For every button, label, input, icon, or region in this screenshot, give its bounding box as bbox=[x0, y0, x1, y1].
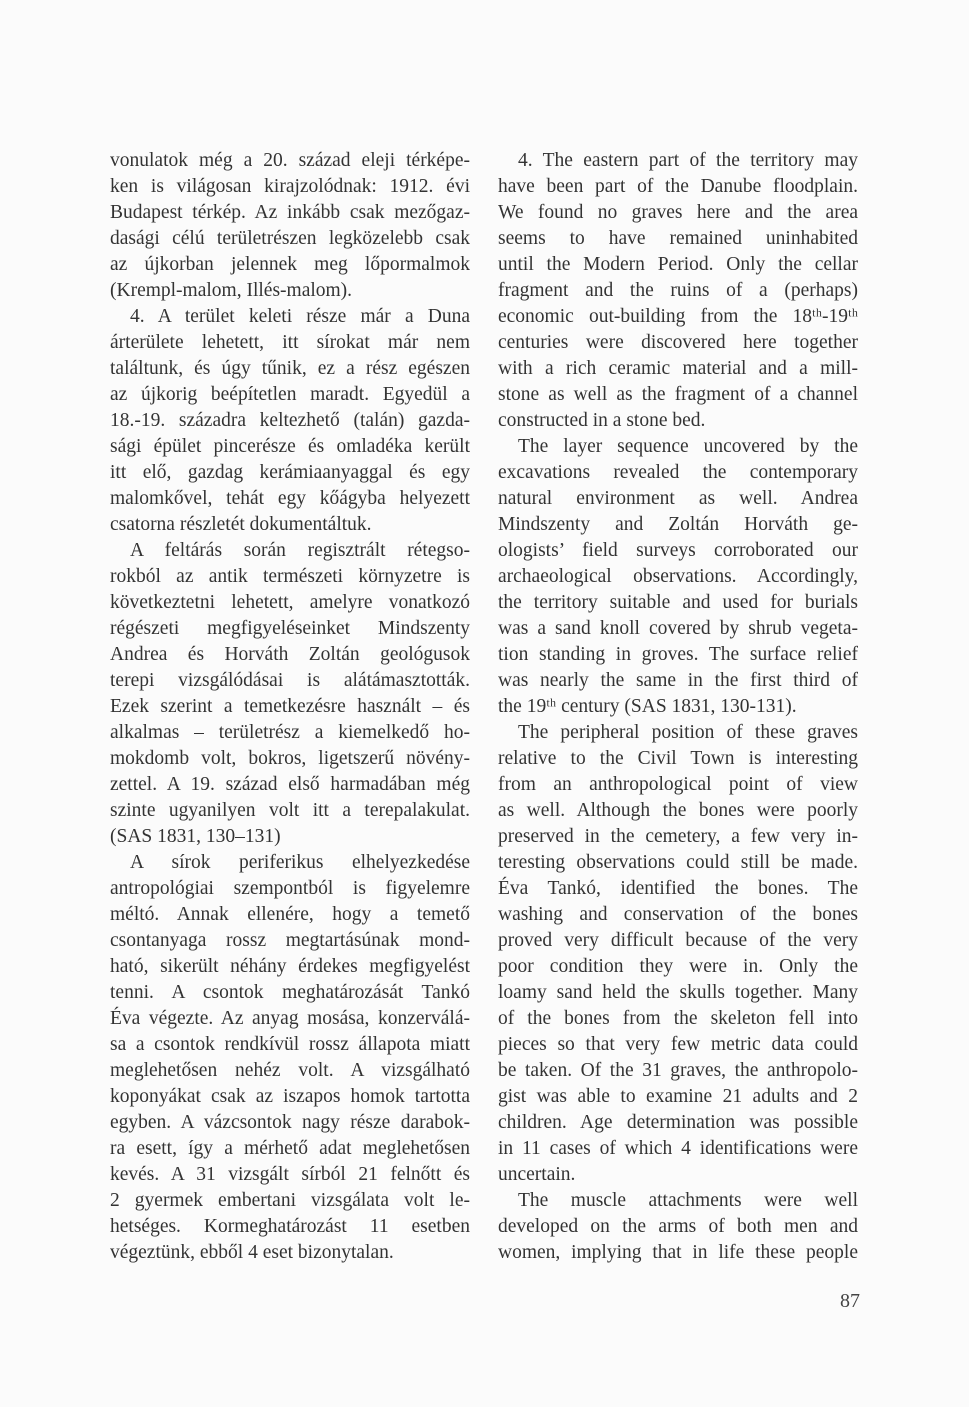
text-line: pieces so that very few metric data could bbox=[498, 1034, 858, 1055]
text-line: constructed in a stone bed. bbox=[498, 410, 706, 431]
hungarian-text-column bbox=[110, 148, 470, 1266]
text-line: tenni. A csontok meghatározását Tankó bbox=[110, 982, 470, 1003]
text-line: poor condition they were in. Only the bbox=[498, 956, 858, 977]
text-line: preserved in the cemetery, a few very in- bbox=[498, 826, 858, 847]
text-line: A sírok periferikus elhelyezkedése bbox=[130, 852, 470, 873]
text-line: árterülete lehetett, itt sírokat már nem bbox=[110, 332, 470, 353]
text-line: in 11 cases of which 4 identifications were bbox=[498, 1138, 858, 1159]
text-line: A feltárás során regisztrált rétegso- bbox=[130, 540, 470, 561]
text-line: tion standing in groves. The surface relief bbox=[498, 644, 858, 665]
text-line: washing and conservation of the bones bbox=[498, 904, 858, 925]
text-line: excavations revealed the contemporary bbox=[498, 462, 858, 483]
text-line: alkalmas – területrész a kiemelkedő ho- bbox=[110, 722, 470, 743]
text-line: 4. A terület keleti része már a Duna bbox=[130, 306, 470, 327]
text-line: be taken. Of the 31 graves, the anthropolo- bbox=[498, 1060, 858, 1081]
text-line: dasági célú területrészen legközelebb csak bbox=[110, 228, 470, 249]
text-line: Ezek szerint a temetkezésre használt – és bbox=[110, 696, 470, 717]
text-line: régészeti megfigyeléseinket Mindszenty bbox=[110, 618, 470, 639]
page-number: 87 bbox=[840, 1290, 860, 1312]
text-line: malomkővel, tehát egy kőágyba helyezett bbox=[110, 488, 470, 509]
text-line: 18.-19. századra keltezhető (talán) gazda- bbox=[110, 410, 470, 431]
text-line: antropológiai szempontból is figyelemre bbox=[110, 878, 470, 899]
text-line: (SAS 1831, 130–131) bbox=[110, 826, 281, 847]
text-line: teresting observations could still be made. bbox=[498, 852, 858, 873]
text-line: loamy sand held the skulls together. Many bbox=[498, 982, 858, 1003]
text-line: archaeological observations. Accordingly, bbox=[498, 566, 858, 587]
text-line: sági épület pincerésze és omladéka került bbox=[110, 436, 470, 457]
text-line: Éva Tankó, identified the bones. The bbox=[498, 878, 858, 899]
text-line: Andrea és Horváth Zoltán geológusok bbox=[110, 644, 470, 665]
text-line: következtetni lehetett, amelyre vonatkozó bbox=[110, 592, 470, 613]
text-line: the territory suitable and used for burials bbox=[498, 592, 858, 613]
text-line: vonulatok még a 20. század eleji térképe- bbox=[110, 150, 470, 171]
text-line: uncertain. bbox=[498, 1164, 576, 1185]
text-line: az újkorig beépítetlen maradt. Egyedül a bbox=[110, 384, 470, 405]
text-line: women, implying that in life these people bbox=[498, 1242, 858, 1263]
text-line: was a sand knoll covered by shrub vegeta- bbox=[498, 618, 858, 639]
text-line: zettel. A 19. század első harmadában még bbox=[110, 774, 470, 795]
text-line: (Krempl-malom, Illés-malom). bbox=[110, 280, 353, 301]
text-line: was nearly the same in the first third of bbox=[498, 670, 858, 691]
text-line: relative to the Civil Town is interesting bbox=[498, 748, 858, 769]
text-line: developed on the arms of both men and bbox=[498, 1216, 858, 1237]
text-line: találtunk, és úgy tűnik, ez a rész egészen bbox=[110, 358, 470, 379]
text-line: the 19ᵗʰ century (SAS 1831, 130-131). bbox=[498, 696, 797, 717]
text-line: The muscle attachments were well bbox=[518, 1190, 858, 1211]
text-line: with a rich ceramic material and a mill- bbox=[498, 358, 858, 379]
text-line: stone as well as the fragment of a channel bbox=[498, 384, 858, 405]
text-line: centuries were discovered here together bbox=[498, 332, 858, 353]
text-line: until the Modern Period. Only the cellar bbox=[498, 254, 858, 275]
text-line: itt elő, gazdag kerámiaanyaggal és egy bbox=[110, 462, 470, 483]
text-line: kevés. A 31 vizsgált sírból 21 felnőtt és bbox=[110, 1164, 470, 1185]
text-line: fragment and the ruins of a (perhaps) bbox=[498, 280, 858, 301]
text-line: Budapest térkép. Az inkább csak mezőgaz- bbox=[110, 202, 470, 223]
text-line: koponyákat csak az iszapos homok tartotta bbox=[110, 1086, 470, 1107]
text-line: méltó. Annak ellenére, hogy a temető bbox=[110, 904, 470, 925]
text-line: The peripheral position of these graves bbox=[518, 722, 858, 743]
text-line: mokdomb volt, bokros, ligetszerű növény- bbox=[110, 748, 470, 769]
text-line: natural environment as well. Andrea bbox=[498, 488, 858, 509]
text-line: terepi vizsgálódásai is alátámasztották. bbox=[110, 670, 470, 691]
text-line: Éva végezte. Az anyag mosása, konzerválá- bbox=[110, 1008, 470, 1029]
text-line: csontanyaga rossz megtartásúnak mond- bbox=[110, 930, 470, 951]
text-line: végeztünk, ebből 4 eset bizonytalan. bbox=[110, 1242, 394, 1263]
text-line: az újkorban jelennek meg lőpormalmok bbox=[110, 254, 470, 275]
text-line: sa a csontok rendkívül rossz állapota miatt bbox=[110, 1034, 470, 1055]
text-line: economic out-building from the 18ᵗʰ-19ᵗʰ bbox=[498, 306, 858, 327]
text-line: have been part of the Danube floodplain. bbox=[498, 176, 858, 197]
text-line: egyben. A vázcsontok nagy része darabok- bbox=[110, 1112, 470, 1133]
text-line: 2 gyermek embertani vizsgálata volt le- bbox=[110, 1190, 470, 1211]
text-line: 4. The eastern part of the territory may bbox=[518, 150, 858, 171]
text-line: children. Age determination was possible bbox=[498, 1112, 858, 1133]
text-line: hetséges. Kormeghatározást 11 esetben bbox=[110, 1216, 470, 1237]
text-line: szinte ugyanilyen volt itt a terepalakulat. bbox=[110, 800, 470, 821]
text-line: ható, sikerült néhány érdekes megfigyelést bbox=[110, 956, 470, 977]
text-line: of the bones from the skeleton fell into bbox=[498, 1008, 858, 1029]
text-line: csatorna részletét dokumentáltuk. bbox=[110, 514, 372, 535]
text-line: Mindszenty and Zoltán Horváth ge- bbox=[498, 514, 858, 535]
text-line: meglehetősen nehéz volt. A vizsgálható bbox=[110, 1060, 470, 1081]
text-line: proved very difficult because of the very bbox=[498, 930, 858, 951]
text-line: as well. Although the bones were poorly bbox=[498, 800, 858, 821]
text-line: ologists’ field surveys corroborated our bbox=[498, 540, 858, 561]
text-line: from an anthropological point of view bbox=[498, 774, 858, 795]
text-line: The layer sequence uncovered by the bbox=[518, 436, 858, 457]
text-line: We found no graves here and the area bbox=[498, 202, 858, 223]
text-line: ken is világosan kirajzolódnak: 1912. évi bbox=[110, 176, 470, 197]
text-line: seems to have remained uninhabited bbox=[498, 228, 858, 249]
english-text-column bbox=[498, 148, 858, 1266]
text-line: ra esett, így a mérhető adat meglehetősen bbox=[110, 1138, 470, 1159]
text-line: gist was able to examine 21 adults and 2 bbox=[498, 1086, 858, 1107]
text-line: rokból az antik természeti környzetre is bbox=[110, 566, 470, 587]
